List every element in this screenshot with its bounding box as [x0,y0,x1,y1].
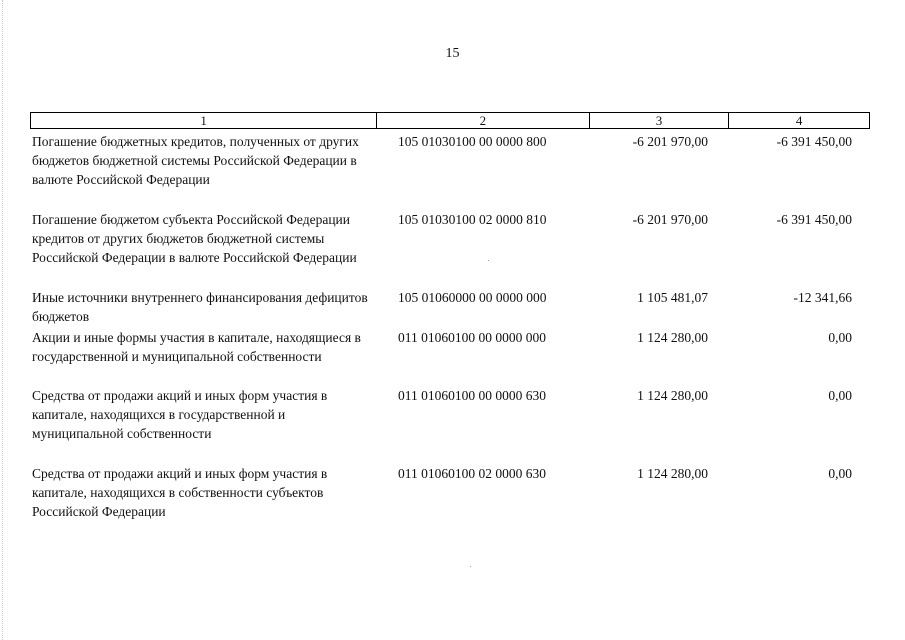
row-name: Погашение бюджетных кредитов, полученных от других бюджетов бюджетной системы Российской Федерации в валюте Российской Федерации [32,134,359,187]
row-code: 011 01060100 00 0000 000 [398,330,546,345]
row-value-3: -6 201 970,00 [632,134,708,149]
header-col-1: 1 [31,113,377,128]
scan-speck [470,566,471,567]
row-value-3: -6 201 970,00 [632,212,708,227]
row-value-3: 1 124 280,00 [637,466,708,481]
row-value-4: 0,00 [828,388,852,403]
row-code: 011 01060100 02 0000 630 [398,466,546,481]
row-value-4: -6 391 450,00 [776,134,852,149]
row-value-4: -12 341,66 [793,290,852,305]
row-code: 105 01030100 00 0000 800 [398,134,547,149]
header-col-2: 2 [377,113,590,128]
row-value-4: -6 391 450,00 [776,212,852,227]
row-code: 105 01030100 02 0000 810 [398,212,547,227]
row-code: 011 01060100 00 0000 630 [398,388,546,403]
header-col-4: 4 [795,113,803,128]
scan-margin-line [2,0,3,640]
row-value-4: 0,00 [828,466,852,481]
row-name: Погашение бюджетом субъекта Российской Федерации кредитов от других бюджетов бюджетной системы Российской Федерации в валюте Российской Федерации [32,212,357,265]
row-name: Средства от продажи акций и иных форм участия в капитале, находящихся в собственности субъектов Российской Федерации [32,466,328,519]
row-name: Иные источники внутреннего финансирования дефицитов бюджетов [32,290,368,324]
row-value-3: 1 105 481,07 [637,290,708,305]
table-header-row [30,112,870,129]
row-name: Акции и иные формы участия в капитале, находящиеся в государственной и муниципальной собственности [32,330,361,364]
header-col-3: 3 [590,113,730,128]
scan-speck [488,260,489,261]
row-code: 105 01060000 00 0000 000 [398,290,547,305]
row-value-3: 1 124 280,00 [637,330,708,345]
row-value-4: 0,00 [828,330,852,345]
row-name: Средства от продажи акций и иных форм участия в капитале, находящихся в государственной и муниципальной собственности [32,388,328,441]
page-number-text: 15 [445,46,460,61]
page-number [0,46,905,62]
row-value-3: 1 124 280,00 [637,388,708,403]
